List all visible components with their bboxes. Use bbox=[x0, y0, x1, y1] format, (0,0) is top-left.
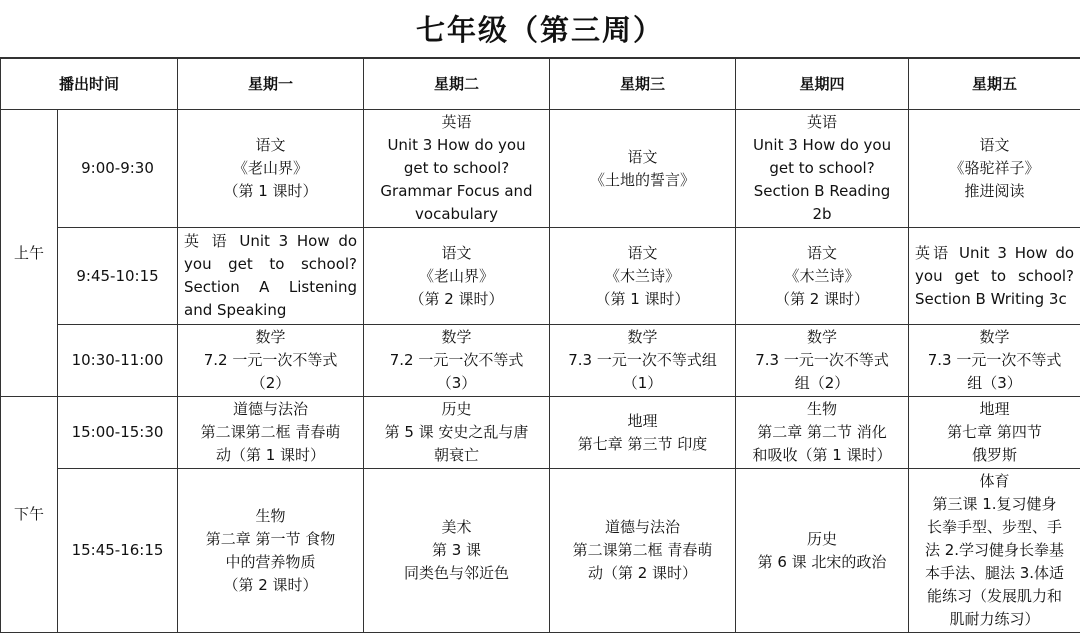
lesson-line: （2） bbox=[184, 372, 357, 395]
lesson-subject: 语文 bbox=[556, 146, 729, 169]
lesson-line: （第 2 课时） bbox=[742, 288, 902, 311]
period-morning: 上午 bbox=[1, 110, 58, 397]
lesson-subject: 语文 bbox=[556, 242, 729, 265]
lesson-cell bbox=[909, 397, 1080, 469]
lesson-line: 法 2.学习健身长拳基 bbox=[915, 539, 1074, 562]
lesson-line: 第七章 第四节 bbox=[915, 421, 1074, 444]
lesson-cell bbox=[364, 397, 550, 469]
lesson-line: Grammar Focus and bbox=[370, 180, 543, 203]
lesson-subject: 数学 bbox=[915, 326, 1074, 349]
lesson-subject: 英语 bbox=[742, 111, 902, 134]
lesson-subject: 英语 bbox=[370, 111, 543, 134]
lesson-line: 推进阅读 bbox=[915, 180, 1074, 203]
lesson-cell bbox=[909, 228, 1080, 325]
lesson-line: 第 6 课 北宋的政治 bbox=[742, 551, 902, 574]
day-header-wed: 星期三 bbox=[550, 59, 736, 110]
lesson-line: 动（第 2 课时） bbox=[556, 562, 729, 585]
time-slot: 9:00-9:30 bbox=[58, 110, 178, 228]
time-column-header: 播出时间 bbox=[1, 59, 178, 110]
lesson-line: 组（2） bbox=[742, 372, 902, 395]
lesson-line: get to school? bbox=[370, 157, 543, 180]
lesson-subject: 数学 bbox=[556, 326, 729, 349]
lesson-cell bbox=[550, 228, 736, 325]
lesson-cell bbox=[736, 228, 909, 325]
lesson-line: 第二章 第二节 消化 bbox=[742, 421, 902, 444]
lesson-subject: 道德与法治 bbox=[184, 398, 357, 421]
lesson-cell bbox=[550, 397, 736, 469]
day-header-tue: 星期二 bbox=[364, 59, 550, 110]
lesson-line: 第七章 第三节 印度 bbox=[556, 433, 729, 456]
lesson-cell bbox=[736, 469, 909, 633]
lesson-line: 7.3 一元一次不等式组 bbox=[556, 349, 729, 372]
lesson-cell bbox=[736, 110, 909, 228]
lesson-subject: 地理 bbox=[915, 398, 1074, 421]
lesson-line: 本手法、腿法 3.体适 bbox=[915, 562, 1074, 585]
lesson-subject: 道德与法治 bbox=[556, 516, 729, 539]
lesson-cell bbox=[178, 110, 364, 228]
table-row bbox=[1, 397, 1080, 469]
lesson-line: 同类色与邻近色 bbox=[370, 562, 543, 585]
lesson-subject: 体育 bbox=[915, 470, 1074, 493]
lesson-cell bbox=[178, 469, 364, 633]
lesson-line: 7.3 一元一次不等式 bbox=[742, 349, 902, 372]
lesson-cell bbox=[178, 397, 364, 469]
day-header-thu: 星期四 bbox=[736, 59, 909, 110]
lesson-line: 第 5 课 安史之乱与唐 bbox=[370, 421, 543, 444]
lesson-subject: 美术 bbox=[370, 516, 543, 539]
table-row bbox=[1, 228, 1080, 325]
lesson-cell bbox=[178, 325, 364, 397]
lesson-line: 肌耐力练习） bbox=[915, 608, 1074, 631]
time-slot: 15:45-16:15 bbox=[58, 469, 178, 633]
lesson-line: （第 1 课时） bbox=[556, 288, 729, 311]
lesson-line: （第 2 课时） bbox=[370, 288, 543, 311]
lesson-line: 和吸收（第 1 课时） bbox=[742, 444, 902, 467]
lesson-cell bbox=[178, 228, 364, 325]
time-slot: 15:00-15:30 bbox=[58, 397, 178, 469]
lesson-line: 第二章 第一节 食物 bbox=[184, 528, 357, 551]
page-title: 七年级（第三周） bbox=[0, 0, 1080, 58]
lesson-cell bbox=[736, 397, 909, 469]
period-afternoon: 下午 bbox=[1, 397, 58, 633]
lesson-line: 第三课 1.复习健身 bbox=[915, 493, 1074, 516]
lesson-line: 俄罗斯 bbox=[915, 444, 1074, 467]
lesson-line: 第二课第二框 青春萌 bbox=[556, 539, 729, 562]
lesson-cell bbox=[736, 325, 909, 397]
lesson-subject: 生物 bbox=[742, 398, 902, 421]
lesson-line: Unit 3 How do you bbox=[370, 134, 543, 157]
lesson-cell bbox=[364, 469, 550, 633]
lesson-subject: 数学 bbox=[370, 326, 543, 349]
lesson-line: 动（第 1 课时） bbox=[184, 444, 357, 467]
lesson-cell bbox=[364, 110, 550, 228]
lesson-subject: 历史 bbox=[370, 398, 543, 421]
lesson-subject: 地理 bbox=[556, 410, 729, 433]
lesson-cell bbox=[550, 469, 736, 633]
lesson-cell bbox=[550, 325, 736, 397]
lesson-line: Unit 3 How do you bbox=[742, 134, 902, 157]
lesson-cell bbox=[909, 325, 1080, 397]
lesson-cell bbox=[909, 469, 1080, 633]
lesson-line: 第 3 课 bbox=[370, 539, 543, 562]
lesson-line: 第二课第二框 青春萌 bbox=[184, 421, 357, 444]
lesson-subject: 生物 bbox=[184, 505, 357, 528]
time-slot: 10:30-11:00 bbox=[58, 325, 178, 397]
lesson-cell bbox=[364, 228, 550, 325]
lesson-subject: 数学 bbox=[184, 326, 357, 349]
lesson-line: get to school? bbox=[742, 157, 902, 180]
lesson-line: （1） bbox=[556, 372, 729, 395]
lesson-line: 《老山界》 bbox=[184, 157, 357, 180]
header-row bbox=[1, 59, 1080, 110]
lesson-line: （3） bbox=[370, 372, 543, 395]
lesson-cell bbox=[909, 110, 1080, 228]
lesson-line: 2b bbox=[742, 203, 902, 226]
lesson-line: 《骆驼祥子》 bbox=[915, 157, 1074, 180]
lesson-line: Section B Reading bbox=[742, 180, 902, 203]
lesson-line: 《老山界》 bbox=[370, 265, 543, 288]
lesson-text: 英 语 Unit 3 How do you get to school? Section A Listening and Speaking bbox=[184, 230, 357, 322]
lesson-subject: 语文 bbox=[742, 242, 902, 265]
day-header-fri: 星期五 bbox=[909, 59, 1080, 110]
lesson-subject: 数学 bbox=[742, 326, 902, 349]
lesson-line: 7.2 一元一次不等式 bbox=[184, 349, 357, 372]
time-slot: 9:45-10:15 bbox=[58, 228, 178, 325]
lesson-line: 组（3） bbox=[915, 372, 1074, 395]
lesson-subject: 语文 bbox=[370, 242, 543, 265]
lesson-line: 7.2 一元一次不等式 bbox=[370, 349, 543, 372]
lesson-cell bbox=[364, 325, 550, 397]
day-header-mon: 星期一 bbox=[178, 59, 364, 110]
table-row bbox=[1, 110, 1080, 228]
lesson-line: 《木兰诗》 bbox=[556, 265, 729, 288]
lesson-subject: 历史 bbox=[742, 528, 902, 551]
lesson-cell bbox=[550, 110, 736, 228]
table-row bbox=[1, 469, 1080, 633]
lesson-line: 长拳手型、步型、手 bbox=[915, 516, 1074, 539]
lesson-line: 朝衰亡 bbox=[370, 444, 543, 467]
lesson-line: 《木兰诗》 bbox=[742, 265, 902, 288]
lesson-line: 《土地的誓言》 bbox=[556, 169, 729, 192]
lesson-line: （第 1 课时） bbox=[184, 180, 357, 203]
schedule-table bbox=[0, 58, 1080, 633]
lesson-line: （第 2 课时） bbox=[184, 574, 357, 597]
lesson-subject: 语文 bbox=[184, 134, 357, 157]
table-row bbox=[1, 325, 1080, 397]
lesson-line: 能练习（发展肌力和 bbox=[915, 585, 1074, 608]
lesson-text: 英语 Unit 3 How do you get to school? Section B Writing 3c bbox=[915, 242, 1074, 311]
lesson-subject: 语文 bbox=[915, 134, 1074, 157]
lesson-line: vocabulary bbox=[370, 203, 543, 226]
lesson-line: 7.3 一元一次不等式 bbox=[915, 349, 1074, 372]
lesson-line: 中的营养物质 bbox=[184, 551, 357, 574]
